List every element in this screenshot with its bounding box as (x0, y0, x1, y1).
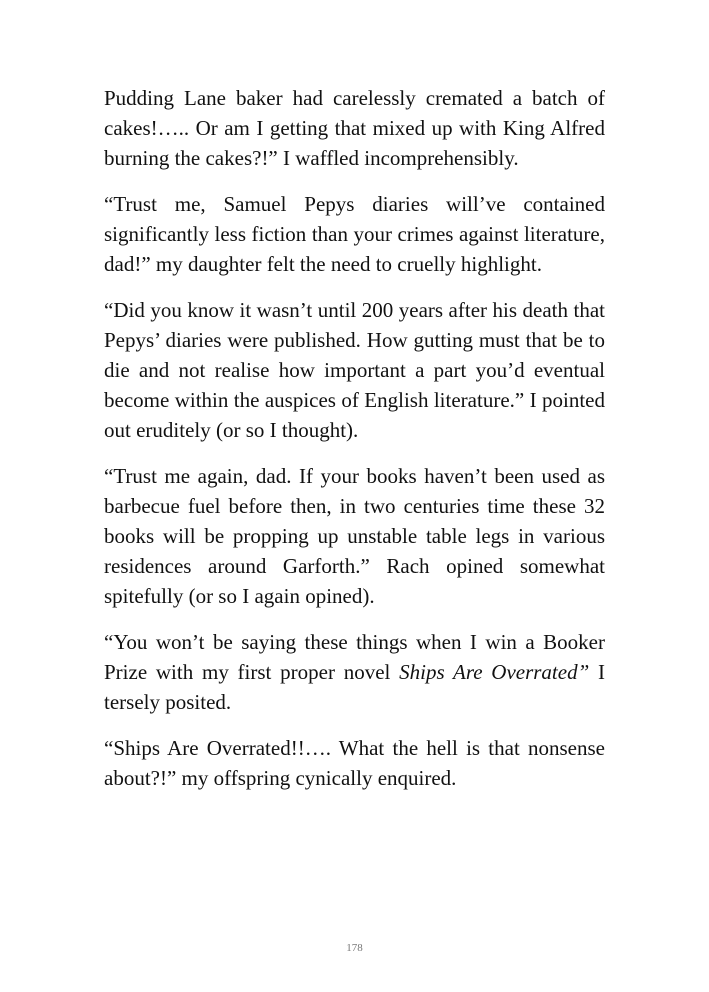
paragraph-1: Pudding Lane baker had carelessly cremated a batch of cakes!….. Or am I getting that mixed up with King Alfred burning the cakes?!” I waffled incomprehensibly. (104, 86, 605, 170)
paragraph-6: “Ships Are Overrated!!…. What the hell is that nonsense about?!” my offspring cynically enquired. (104, 736, 605, 790)
paragraph-4: “Trust me again, dad. If your books haven’t been used as barbecue fuel before then, in two centuries time these 32 books will be propping up unstable table legs in various residences around Garforth.” Rach opined somewhat spitefully (or so I again opined). (104, 464, 605, 608)
page-number: 178 (346, 942, 363, 954)
body-text (104, 83, 605, 793)
paragraph-3: “Did you know it wasn’t until 200 years after his death that Pepys’ diaries were published. How gutting must that be to die and not realise how important a part you’d eventual become within the auspices of English literature.” I pointed out eruditely (or so I thought). (104, 298, 605, 442)
novel-title-italic: Ships Are Overrated” (399, 660, 590, 684)
paragraph-5 (104, 627, 605, 717)
paragraph-5-after: I tersely posited. (104, 660, 606, 714)
paragraph-2: “Trust me, Samuel Pepys diaries will’ve contained significantly less fiction than your crimes against literature, dad!” my daughter felt the need to cruelly highlight. (104, 192, 605, 276)
paragraph-5-before: “You won’t be saying these things when I win a Booker Prize with my first proper novel (104, 630, 605, 684)
